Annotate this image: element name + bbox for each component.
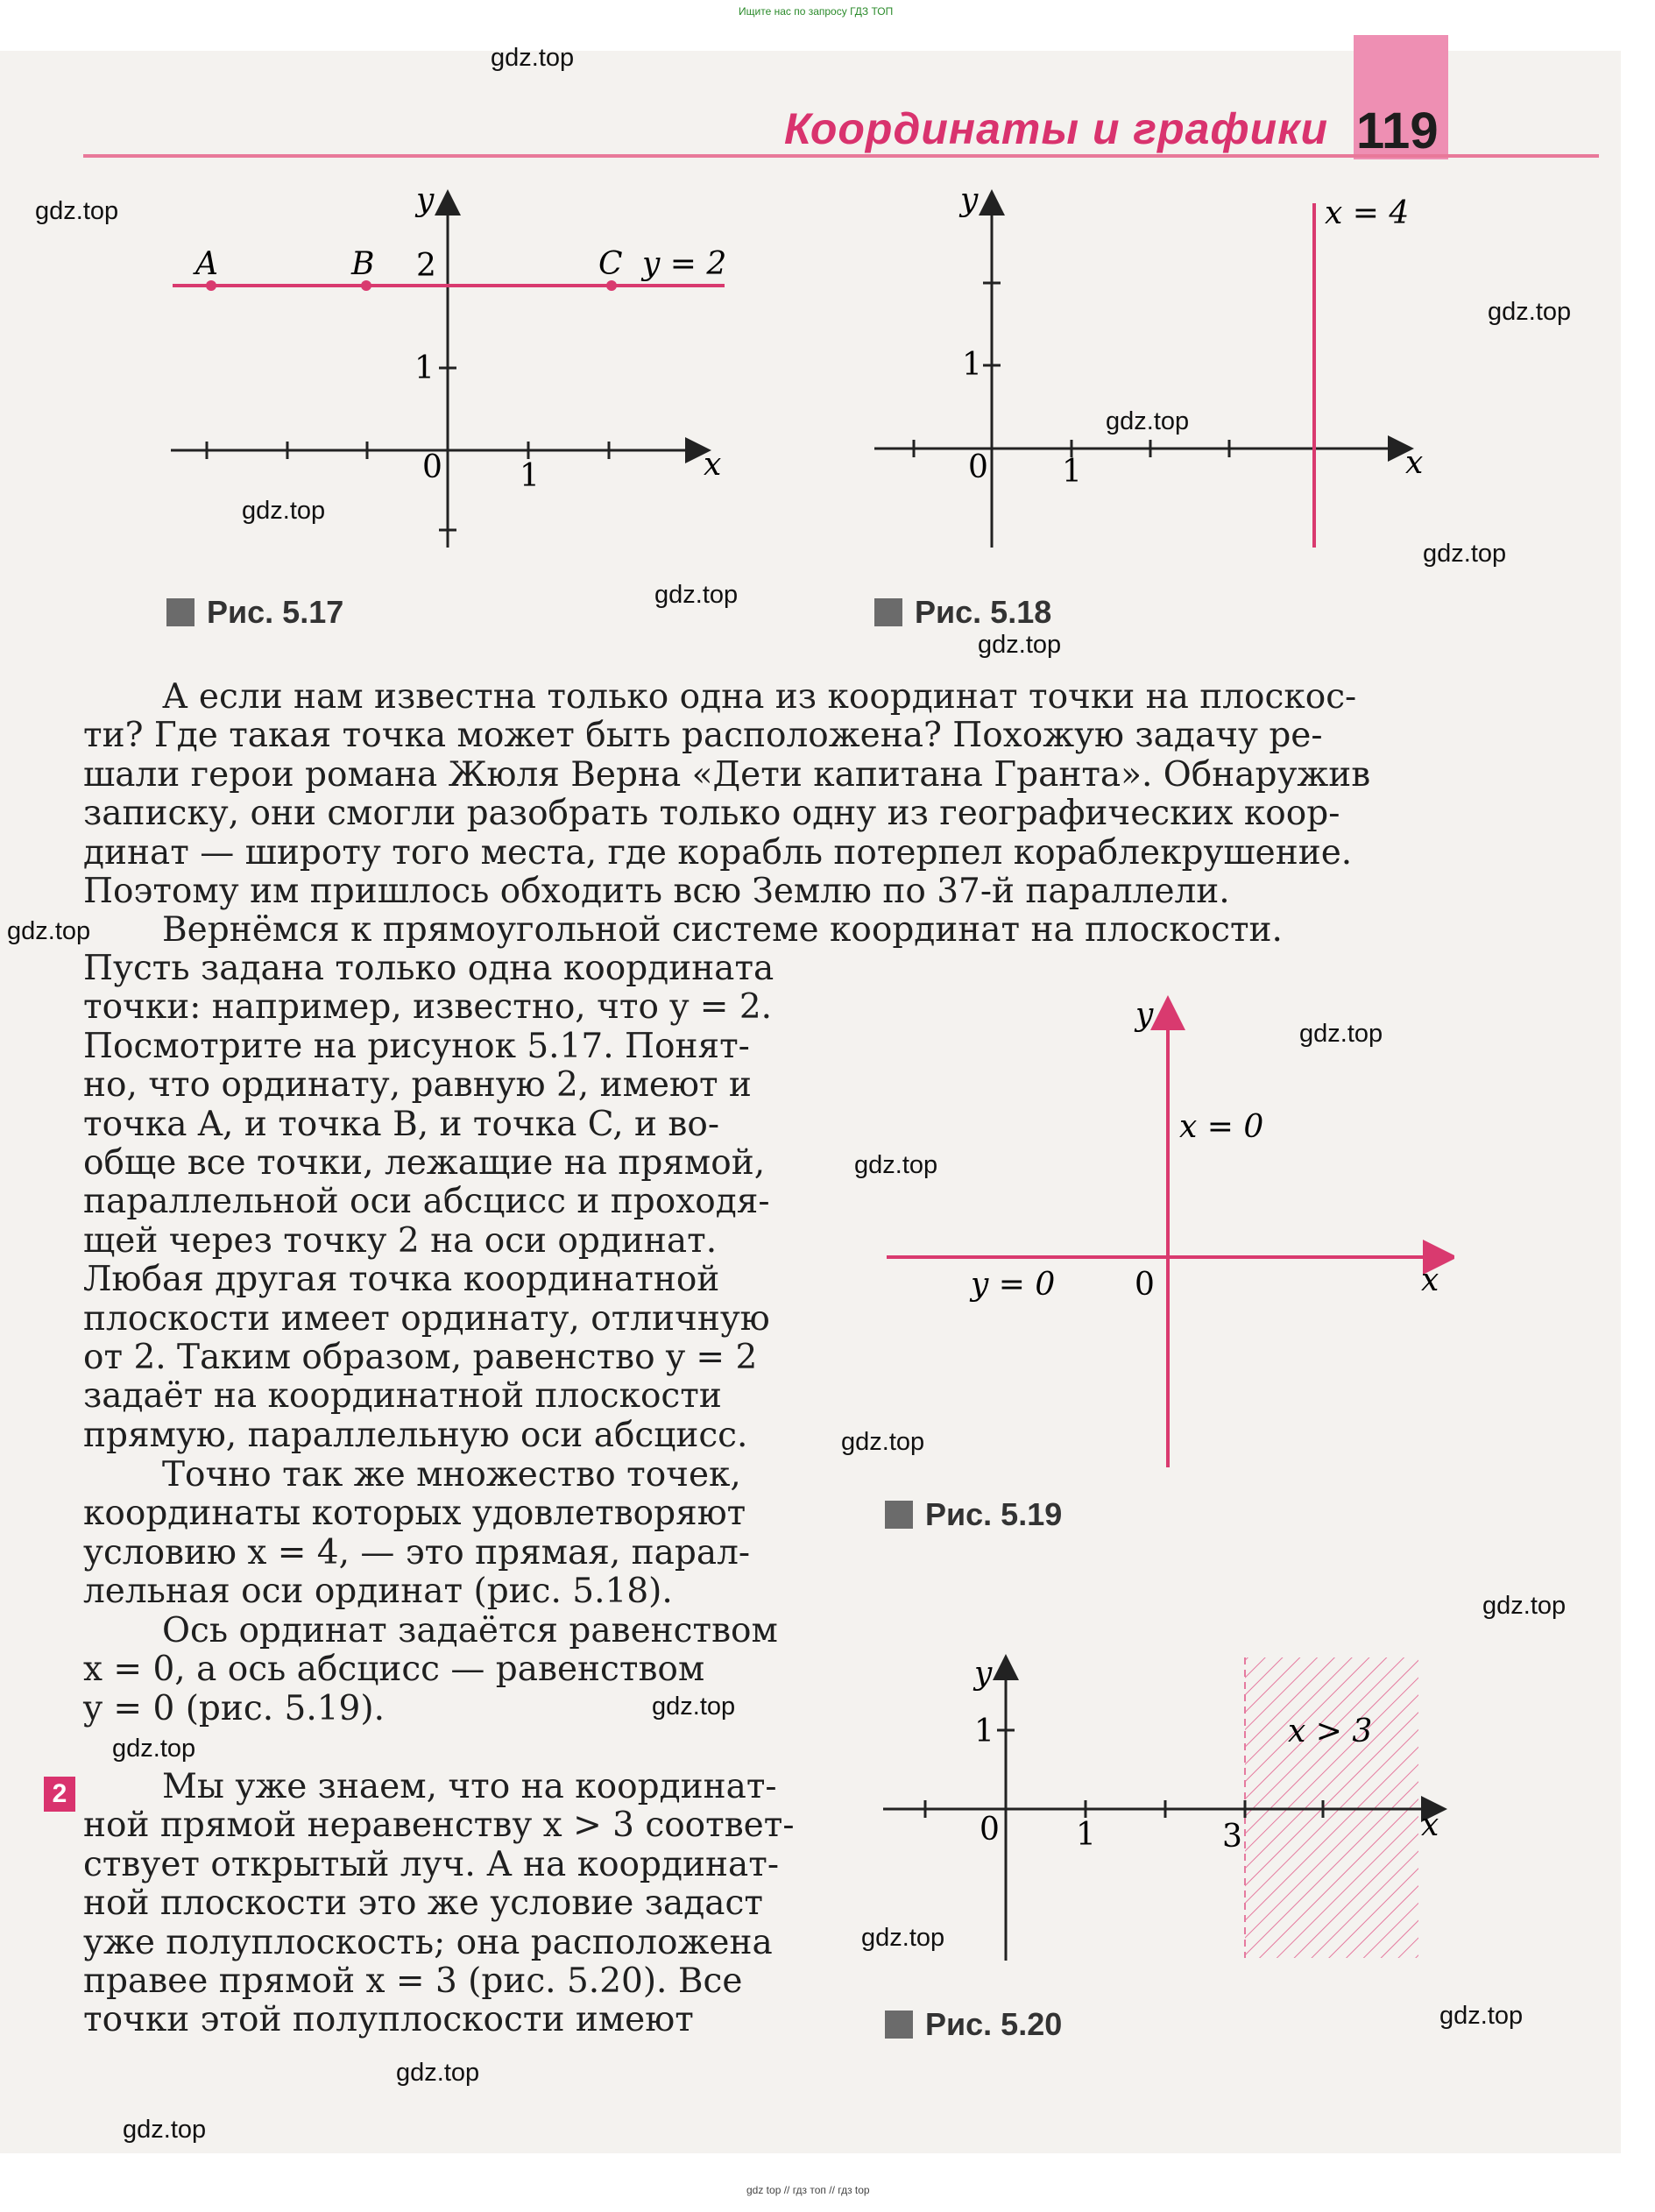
text-line: Любая другая точка координатной <box>83 1260 720 1300</box>
text-line: правее прямой x = 3 (рис. 5.20). Все <box>83 1961 743 2002</box>
origin-label: 0 <box>980 1812 1000 1848</box>
text-line: динат — широту того места, где корабль потерпел кораблекрушение. <box>83 832 1353 873</box>
text-line: шали герои романа Жюля Верна «Дети капитана Гранта». Обнаружив <box>83 754 1371 795</box>
text-line: обще все точки, лежащие на прямой, <box>83 1143 766 1184</box>
watermark: gdz.top <box>854 1151 938 1179</box>
watermark: gdz.top <box>1482 1592 1567 1620</box>
text-line: ной прямой неравенству x > 3 соответ- <box>83 1806 795 1846</box>
watermark: gdz.top <box>861 1924 945 1952</box>
tick-label-1-x: 1 <box>1062 454 1082 490</box>
point-c-label: C <box>598 246 623 282</box>
watermark: gdz.top <box>654 581 739 609</box>
tick-label-1-y: 1 <box>962 347 982 383</box>
paragraph-2 <box>83 950 832 1455</box>
caption-5-20 <box>885 2006 1062 2043</box>
watermark: gdz.top <box>978 631 1062 659</box>
caption-text: Рис. 5.17 <box>207 594 344 630</box>
watermark: gdz.top <box>841 1428 925 1456</box>
figure-5-20 <box>876 1647 1454 1980</box>
point-b-label: B <box>351 246 375 282</box>
text-line: точка A, и точка B, и точка C, и во- <box>83 1104 720 1144</box>
caption-5-18 <box>874 594 1051 631</box>
label-x-equals-0: x = 0 <box>1179 1109 1264 1145</box>
watermark: gdz.top <box>1299 1020 1383 1048</box>
text-line: от 2. Таким образом, равенство y = 2 <box>83 1338 758 1378</box>
paragraph-3 <box>83 1456 832 1612</box>
tick-label-2: 2 <box>416 248 436 284</box>
figure-5-19 <box>876 990 1454 1476</box>
text-line: уже полуплоскость; она расположена <box>83 1922 773 1962</box>
watermark: gdz.top <box>123 2116 207 2144</box>
text-line: Вернёмся к прямоугольной системе координат на плоскости. <box>162 910 1283 950</box>
x-axis-label: x <box>1405 445 1424 481</box>
tick-label-1-x: 1 <box>520 458 540 494</box>
watermark: gdz.top <box>652 1693 736 1721</box>
origin-label: 0 <box>1135 1267 1155 1303</box>
top-banner: Ищите нас по запросу ГДЗ ТОП <box>739 5 894 18</box>
tick-label-3-x: 3 <box>1222 1819 1242 1855</box>
text-line: координаты которых удовлетворяют <box>83 1494 746 1534</box>
caption-text: Рис. 5.20 <box>925 2006 1063 2042</box>
text-line: точки этой полуплоскости имеют <box>83 2000 694 2040</box>
caption-5-17 <box>166 594 343 631</box>
label-y-equals-0: y = 0 <box>971 1267 1056 1303</box>
paragraph-1 <box>83 678 1446 911</box>
text-line: Точно так же множество точек, <box>162 1455 741 1495</box>
text-line: Посмотрите на рисунок 5.17. Понят- <box>83 1026 750 1066</box>
watermark: gdz.top <box>35 197 119 225</box>
tick-label-1-y: 1 <box>414 350 435 386</box>
watermark: gdz.top <box>1423 540 1507 568</box>
page-number: 119 <box>1356 102 1439 159</box>
figure-5-18 <box>867 184 1446 561</box>
origin-label: 0 <box>968 449 988 485</box>
tick-label-1-x: 1 <box>1076 1817 1096 1853</box>
text-line: ствует открытый луч. А на координат- <box>83 1844 779 1884</box>
region-label: x > 3 <box>1288 1714 1373 1749</box>
text-line: Мы уже знаем, что на координат- <box>162 1767 777 1806</box>
text-line: ти? Где такая точка может быть расположена? Похожую задачу ре- <box>83 716 1323 756</box>
watermark: gdz.top <box>242 497 326 525</box>
text-line: ной плоскости это же условие задаст <box>83 1883 763 1924</box>
caption-square-icon <box>885 1501 913 1529</box>
x-axis-label: x <box>1421 1807 1439 1843</box>
origin-label: 0 <box>422 449 442 485</box>
text-line: Ось ординат задаётся равенством <box>162 1611 778 1650</box>
text-line: Пусть задана только одна координата <box>83 949 774 988</box>
text-line: задаёт на координатной плоскости <box>83 1376 722 1417</box>
y-axis-label: y <box>960 184 979 218</box>
line-label: x = 4 <box>1325 195 1410 231</box>
x-axis-label: x <box>1421 1262 1439 1298</box>
caption-text: Рис. 5.18 <box>915 594 1052 630</box>
caption-text: Рис. 5.19 <box>925 1496 1063 1532</box>
paragraph-2-lead <box>83 911 1446 950</box>
watermark: gdz.top <box>491 44 575 72</box>
watermark: gdz.top <box>1488 298 1572 326</box>
text-line: y = 0 (рис. 5.19). <box>83 1688 385 1728</box>
text-line: А если нам известна только одна из координат точки на плоскос- <box>162 677 1357 717</box>
text-line: прямую, параллельную оси абсцисс. <box>83 1415 748 1455</box>
tick-label-1-y: 1 <box>974 1714 994 1749</box>
watermark: gdz.top <box>112 1735 196 1763</box>
watermark: gdz.top <box>1106 407 1190 435</box>
text-line: щей через точку 2 на оси ординат. <box>83 1220 718 1261</box>
page-header-title: Координаты и графики <box>784 104 1329 153</box>
caption-square-icon <box>885 2011 913 2039</box>
text-line: плоскости имеет ординату, отличную <box>83 1298 770 1339</box>
y-axis-label: y <box>1135 997 1154 1033</box>
caption-square-icon <box>166 598 194 626</box>
y-axis-label: y <box>416 184 435 218</box>
text-line: параллельной оси абсцисс и проходя- <box>83 1182 770 1222</box>
line-label: y = 2 <box>642 246 727 282</box>
text-line: x = 0, а ось абсцисс — равенством <box>83 1650 705 1690</box>
text-line: записку, они смогли разобрать только одну из географических коор- <box>83 794 1340 834</box>
watermark: gdz.top <box>1439 2002 1524 2030</box>
text-line: лельная оси ординат (рис. 5.18). <box>83 1572 673 1612</box>
section-marker: 2 <box>44 1777 75 1812</box>
paragraph-5 <box>83 1768 832 2040</box>
x-axis-label: x <box>704 447 722 483</box>
caption-square-icon <box>874 598 902 626</box>
text-line: условию x = 4, — это прямая, парал- <box>83 1532 751 1572</box>
text-line: но, что ординату, равную 2, имеют и <box>83 1065 752 1106</box>
bottom-banner: gdz top // гдз топ // гдз top <box>746 2184 870 2196</box>
text-line: Поэтому им пришлось обходить всю Землю по 37-й параллели. <box>83 872 1230 912</box>
caption-5-19 <box>885 1496 1062 1533</box>
y-axis-label: y <box>974 1656 993 1692</box>
point-a-label: A <box>195 246 218 282</box>
watermark: gdz.top <box>396 2059 480 2087</box>
watermark: gdz.top <box>7 917 91 945</box>
text-line: точки: например, известно, что y = 2. <box>83 987 773 1028</box>
